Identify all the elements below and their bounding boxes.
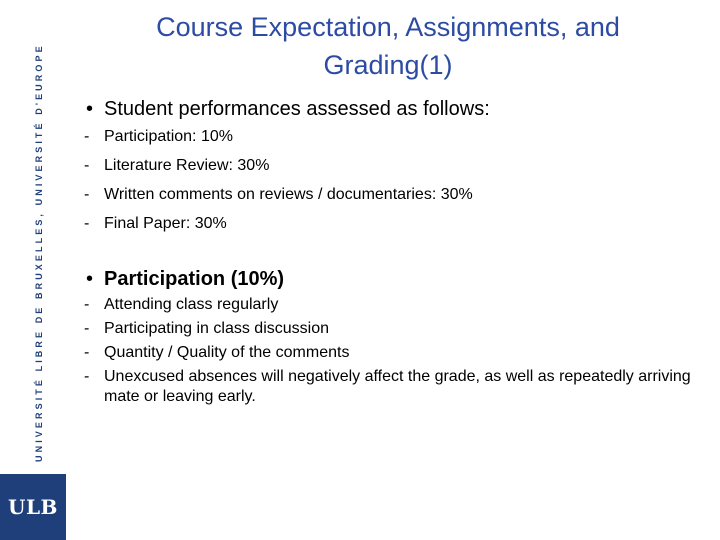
- ulb-logo: [0, 474, 66, 540]
- dash-icon: -: [84, 186, 90, 203]
- slide-title: [120, 8, 656, 84]
- section-heading-text: Student performances assessed as follows:: [104, 98, 490, 120]
- dash-icon: -: [84, 344, 90, 361]
- list-item: [82, 295, 712, 315]
- dash-icon: -: [84, 157, 90, 174]
- bullet-icon: •: [86, 98, 94, 120]
- list-item-text: Unexcused absences will negatively affect the grade, as well as repeatedly arriving mate or leaving early.: [104, 368, 691, 405]
- university-vertical-text: UNIVERSITÉ LIBRE DE BRUXELLES, UNIVERSITÉ D'EUROPE: [34, 43, 44, 462]
- list-item-text: Quantity / Quality of the comments: [104, 344, 350, 361]
- section-heading-performance: [82, 96, 712, 122]
- dash-icon: -: [84, 128, 90, 145]
- slide-body: [82, 96, 712, 407]
- slide-title-line-1: Course Expectation, Assignments, and: [156, 12, 620, 42]
- list-item: [82, 319, 712, 339]
- list-item-text: Participation: 10%: [104, 128, 233, 145]
- list-item-text: Written comments on reviews / documentaries: 30%: [104, 186, 473, 203]
- list-item: [82, 185, 712, 205]
- section-heading-participation: [82, 266, 712, 292]
- list-item-text: Final Paper: 30%: [104, 215, 227, 232]
- list-item: [82, 343, 712, 363]
- section-heading-text: Participation (10%): [104, 268, 285, 290]
- university-side-band: [0, 0, 66, 540]
- dash-icon: -: [84, 215, 90, 232]
- list-item: [82, 156, 712, 176]
- performance-list: [82, 127, 712, 234]
- ulb-logo-text: ULB: [8, 495, 58, 519]
- list-item-text: Participating in class discussion: [104, 320, 329, 337]
- participation-list: [82, 295, 712, 407]
- dash-icon: -: [84, 320, 90, 337]
- slide-title-line-2: Grading(1): [323, 50, 453, 80]
- dash-icon: -: [84, 296, 90, 313]
- list-item-text: Attending class regularly: [104, 296, 279, 313]
- list-item: [82, 214, 712, 234]
- list-item: [82, 367, 712, 407]
- list-item: [82, 127, 712, 147]
- list-item-text: Literature Review: 30%: [104, 157, 270, 174]
- dash-icon: -: [84, 368, 90, 385]
- bullet-icon: •: [86, 268, 94, 290]
